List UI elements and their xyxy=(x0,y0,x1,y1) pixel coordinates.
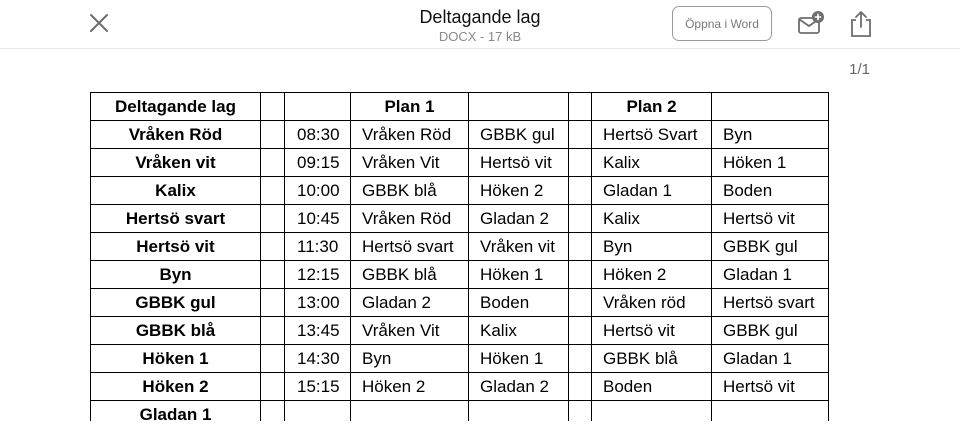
top-bar xyxy=(0,0,960,49)
plan1-team-b-cell: Kalix xyxy=(469,317,569,345)
time-cell: 15:15 xyxy=(285,373,351,401)
empty-cell xyxy=(261,177,285,205)
table-header-row xyxy=(91,93,829,121)
plan2-team-a-cell: GBBK blå xyxy=(592,345,712,373)
plan2-team-b-cell: GBBK gul xyxy=(712,317,829,345)
header-teams: Deltagande lag xyxy=(91,93,261,121)
plan2-team-a-cell: Hertsö Svart xyxy=(592,121,712,149)
time-cell: 11:30 xyxy=(285,233,351,261)
plan1-team-b-cell: Höken 1 xyxy=(469,261,569,289)
empty-cell xyxy=(261,261,285,289)
empty-cell xyxy=(469,93,569,121)
plan2-team-b-cell: Hertsö vit xyxy=(712,205,829,233)
empty-cell xyxy=(569,401,592,422)
share-icon xyxy=(848,9,874,39)
time-cell xyxy=(285,401,351,422)
empty-cell xyxy=(569,317,592,345)
empty-cell xyxy=(261,121,285,149)
mail-add-icon xyxy=(796,10,826,38)
table-row xyxy=(91,345,829,373)
time-cell: 10:00 xyxy=(285,177,351,205)
table-row xyxy=(91,261,829,289)
plan1-team-b-cell: Vråken vit xyxy=(469,233,569,261)
team-cell: Gladan 1 xyxy=(91,401,261,422)
empty-cell xyxy=(569,205,592,233)
plan1-team-a-cell xyxy=(351,401,469,422)
table-row xyxy=(91,233,829,261)
plan1-team-b-cell: Höken 2 xyxy=(469,177,569,205)
empty-cell xyxy=(569,121,592,149)
plan1-team-a-cell: Vråken Vit xyxy=(351,317,469,345)
time-cell: 12:15 xyxy=(285,261,351,289)
header-plan1: Plan 1 xyxy=(351,93,469,121)
table-row xyxy=(91,149,829,177)
plan1-team-a-cell: Gladan 2 xyxy=(351,289,469,317)
empty-cell xyxy=(261,373,285,401)
empty-cell xyxy=(261,233,285,261)
empty-cell xyxy=(261,149,285,177)
plan2-team-a-cell: Boden xyxy=(592,373,712,401)
table-row xyxy=(91,401,829,422)
team-cell: Hertsö vit xyxy=(91,233,261,261)
plan2-team-a-cell xyxy=(592,401,712,422)
plan1-team-b-cell: Boden xyxy=(469,289,569,317)
plan2-team-b-cell: Byn xyxy=(712,121,829,149)
plan2-team-b-cell: Hertsö vit xyxy=(712,373,829,401)
document-viewer[interactable] xyxy=(0,49,960,421)
header-plan2: Plan 2 xyxy=(592,93,712,121)
plan1-team-b-cell xyxy=(469,401,569,422)
empty-cell xyxy=(569,289,592,317)
plan1-team-a-cell: Vråken Röd xyxy=(351,121,469,149)
plan1-team-a-cell: Byn xyxy=(351,345,469,373)
empty-cell xyxy=(569,345,592,373)
plan2-team-b-cell: Gladan 1 xyxy=(712,345,829,373)
plan1-team-a-cell: Hertsö svart xyxy=(351,233,469,261)
plan1-team-b-cell: Gladan 2 xyxy=(469,205,569,233)
table-row xyxy=(91,289,829,317)
plan1-team-a-cell: Vråken Röd xyxy=(351,205,469,233)
plan2-team-a-cell: Höken 2 xyxy=(592,261,712,289)
plan2-team-b-cell xyxy=(712,401,829,422)
plan2-team-a-cell: Hertsö vit xyxy=(592,317,712,345)
title-block xyxy=(330,6,630,45)
plan1-team-a-cell: Vråken Vit xyxy=(351,149,469,177)
plan2-team-b-cell: GBBK gul xyxy=(712,233,829,261)
document-meta: DOCX - 17 kB xyxy=(438,29,522,44)
time-cell: 10:45 xyxy=(285,205,351,233)
plan1-team-b-cell: Gladan 2 xyxy=(469,373,569,401)
team-cell: Kalix xyxy=(91,177,261,205)
table-row xyxy=(91,373,829,401)
plan2-team-a-cell: Vråken röd xyxy=(592,289,712,317)
document-title: Deltagande lag xyxy=(419,7,541,27)
empty-cell xyxy=(569,93,592,121)
bottom-margin xyxy=(0,421,960,442)
table-row xyxy=(91,317,829,345)
table-row xyxy=(91,121,829,149)
empty-cell xyxy=(569,233,592,261)
empty-cell xyxy=(261,93,285,121)
empty-cell xyxy=(261,205,285,233)
team-cell: GBBK blå xyxy=(91,317,261,345)
mail-add-button[interactable] xyxy=(796,10,826,38)
empty-cell xyxy=(569,177,592,205)
plan1-team-b-cell: Höken 1 xyxy=(469,345,569,373)
team-cell: Vråken vit xyxy=(91,149,261,177)
plan2-team-b-cell: Gladan 1 xyxy=(712,261,829,289)
plan1-team-a-cell: GBBK blå xyxy=(351,261,469,289)
share-button[interactable] xyxy=(848,9,874,39)
team-cell: Höken 1 xyxy=(91,345,261,373)
plan2-team-b-cell: Höken 1 xyxy=(712,149,829,177)
plan2-team-a-cell: Byn xyxy=(592,233,712,261)
plan2-team-b-cell: Hertsö svart xyxy=(712,289,829,317)
team-cell: Höken 2 xyxy=(91,373,261,401)
empty-cell xyxy=(261,345,285,373)
time-cell: 13:00 xyxy=(285,289,351,317)
empty-cell xyxy=(261,289,285,317)
table-row xyxy=(91,205,829,233)
plan2-team-a-cell: Kalix xyxy=(592,149,712,177)
plan2-team-b-cell: Boden xyxy=(712,177,829,205)
open-in-word-button[interactable]: Öppna i Word xyxy=(672,6,772,41)
time-cell: 08:30 xyxy=(285,121,351,149)
empty-cell xyxy=(569,261,592,289)
plan1-team-b-cell: GBBK gul xyxy=(469,121,569,149)
empty-cell xyxy=(261,317,285,345)
plan1-team-a-cell: GBBK blå xyxy=(351,177,469,205)
team-cell: Byn xyxy=(91,261,261,289)
table-row xyxy=(91,177,829,205)
team-cell: Hertsö svart xyxy=(91,205,261,233)
empty-cell xyxy=(712,93,829,121)
page-indicator: 1/1 xyxy=(849,61,870,78)
time-cell: 13:45 xyxy=(285,317,351,345)
time-cell: 14:30 xyxy=(285,345,351,373)
time-cell: 09:15 xyxy=(285,149,351,177)
empty-cell xyxy=(261,401,285,422)
empty-cell xyxy=(569,149,592,177)
close-button[interactable] xyxy=(84,8,114,38)
empty-cell xyxy=(569,373,592,401)
team-cell: Vråken Röd xyxy=(91,121,261,149)
team-cell: GBBK gul xyxy=(91,289,261,317)
schedule-table xyxy=(90,92,829,421)
plan1-team-b-cell: Hertsö vit xyxy=(469,149,569,177)
empty-cell xyxy=(285,93,351,121)
plan2-team-a-cell: Kalix xyxy=(592,205,712,233)
plan2-team-a-cell: Gladan 1 xyxy=(592,177,712,205)
close-icon xyxy=(84,8,114,38)
plan1-team-a-cell: Höken 2 xyxy=(351,373,469,401)
